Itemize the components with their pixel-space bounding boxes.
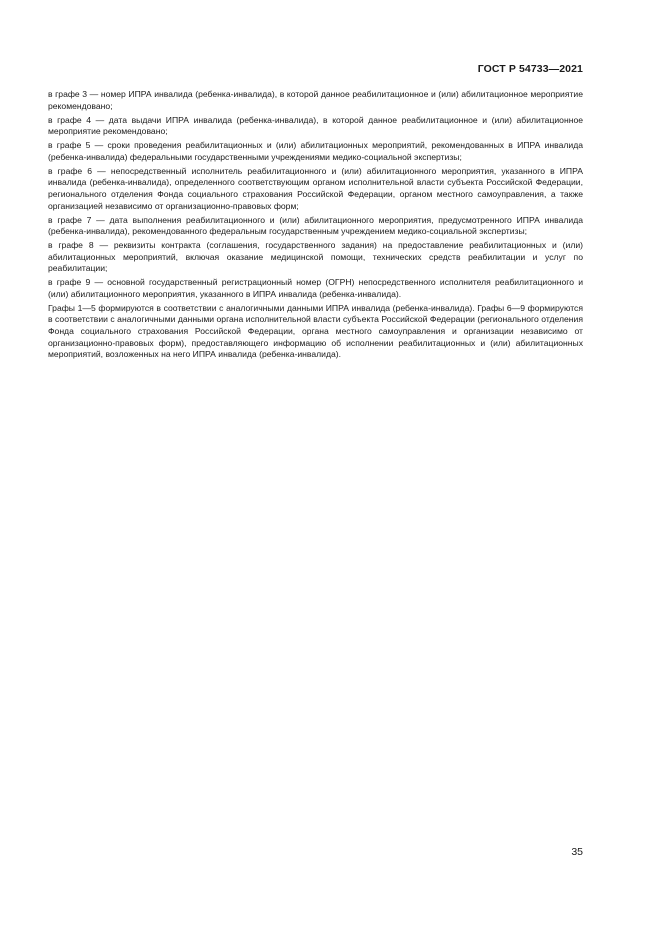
paragraph-column-8: в графе 8 — реквизиты контракта (соглашения, государственного задания) на предоставление реабилитационных и (или) абилитационных мероприятий, включая оказание медицинской помощи, технических средств реабилитации и услуг по реабилитации; [48, 240, 583, 274]
paragraph-column-5: в графе 5 — сроки проведения реабилитационных и (или) абилитационных мероприятий, рекомендованных в ИПРА инвалида (ребенка-инвалида) федеральными государственными учреждениями медико-социальной экспертизы; [48, 140, 583, 162]
paragraph-column-9: в графе 9 — основной государственный регистрационный номер (ОГРН) непосредственного исполнителя реабилитационного и (или) абилитационного мероприятия, указанного в ИПРА инвалида (ребенка-инвалида). [48, 277, 583, 299]
document-body [48, 89, 583, 363]
paragraph-column-7: в графе 7 — дата выполнения реабилитационного и (или) абилитационного мероприятия, предусмотренного ИПРА инвалида (ребенка-инвалида), рекомендованного федеральным государственным учреждением медико-социальной экспертизы; [48, 214, 583, 237]
paragraph-columns-summary: Графы 1—5 формируются в соответствии с аналогичными данными ИПРА инвалида (ребенка-инвалида). Графы 6—9 формируются в соответствии с аналогичными данными органа исполнительной власти субъекта Российской Федерации (регионального отделения Фонда социального страхования Российской Федерации, органа местного самоуправления и организации независимо от организационно-правовых форм), предоставляющего информацию об исполнении реабилитационных и (или) абилитационных мероприятий, возложенных на него ИПРА инвалида (ребенка-инвалида). [48, 302, 583, 360]
page-number: 35 [571, 846, 583, 858]
document-header-standard-id: ГОСТ Р 54733—2021 [477, 63, 583, 75]
paragraph-column-3: в графе 3 — номер ИПРА инвалида (ребенка-инвалида), в которой данное реабилитационное и (или) абилитационное мероприятие рекомендовано; [48, 89, 583, 111]
paragraph-column-6: в графе 6 — непосредственный исполнитель реабилитационного и (или) абилитационного мероприятия, указанного в ИПРА инвалида (ребенка-инвалида), определенного соответствующим органом исполнительной власти субъекта Российской Федерации, регионального отделения Фонда социального страхования Российской Федерации, органом местного самоуправления, а также организацией независимо от организационно-правовых форм; [48, 165, 583, 211]
paragraph-column-4: в графе 4 — дата выдачи ИПРА инвалида (ребенка-инвалида), в которой данное реабилитационное и (или) абилитационное мероприятие рекомендовано; [48, 114, 583, 137]
